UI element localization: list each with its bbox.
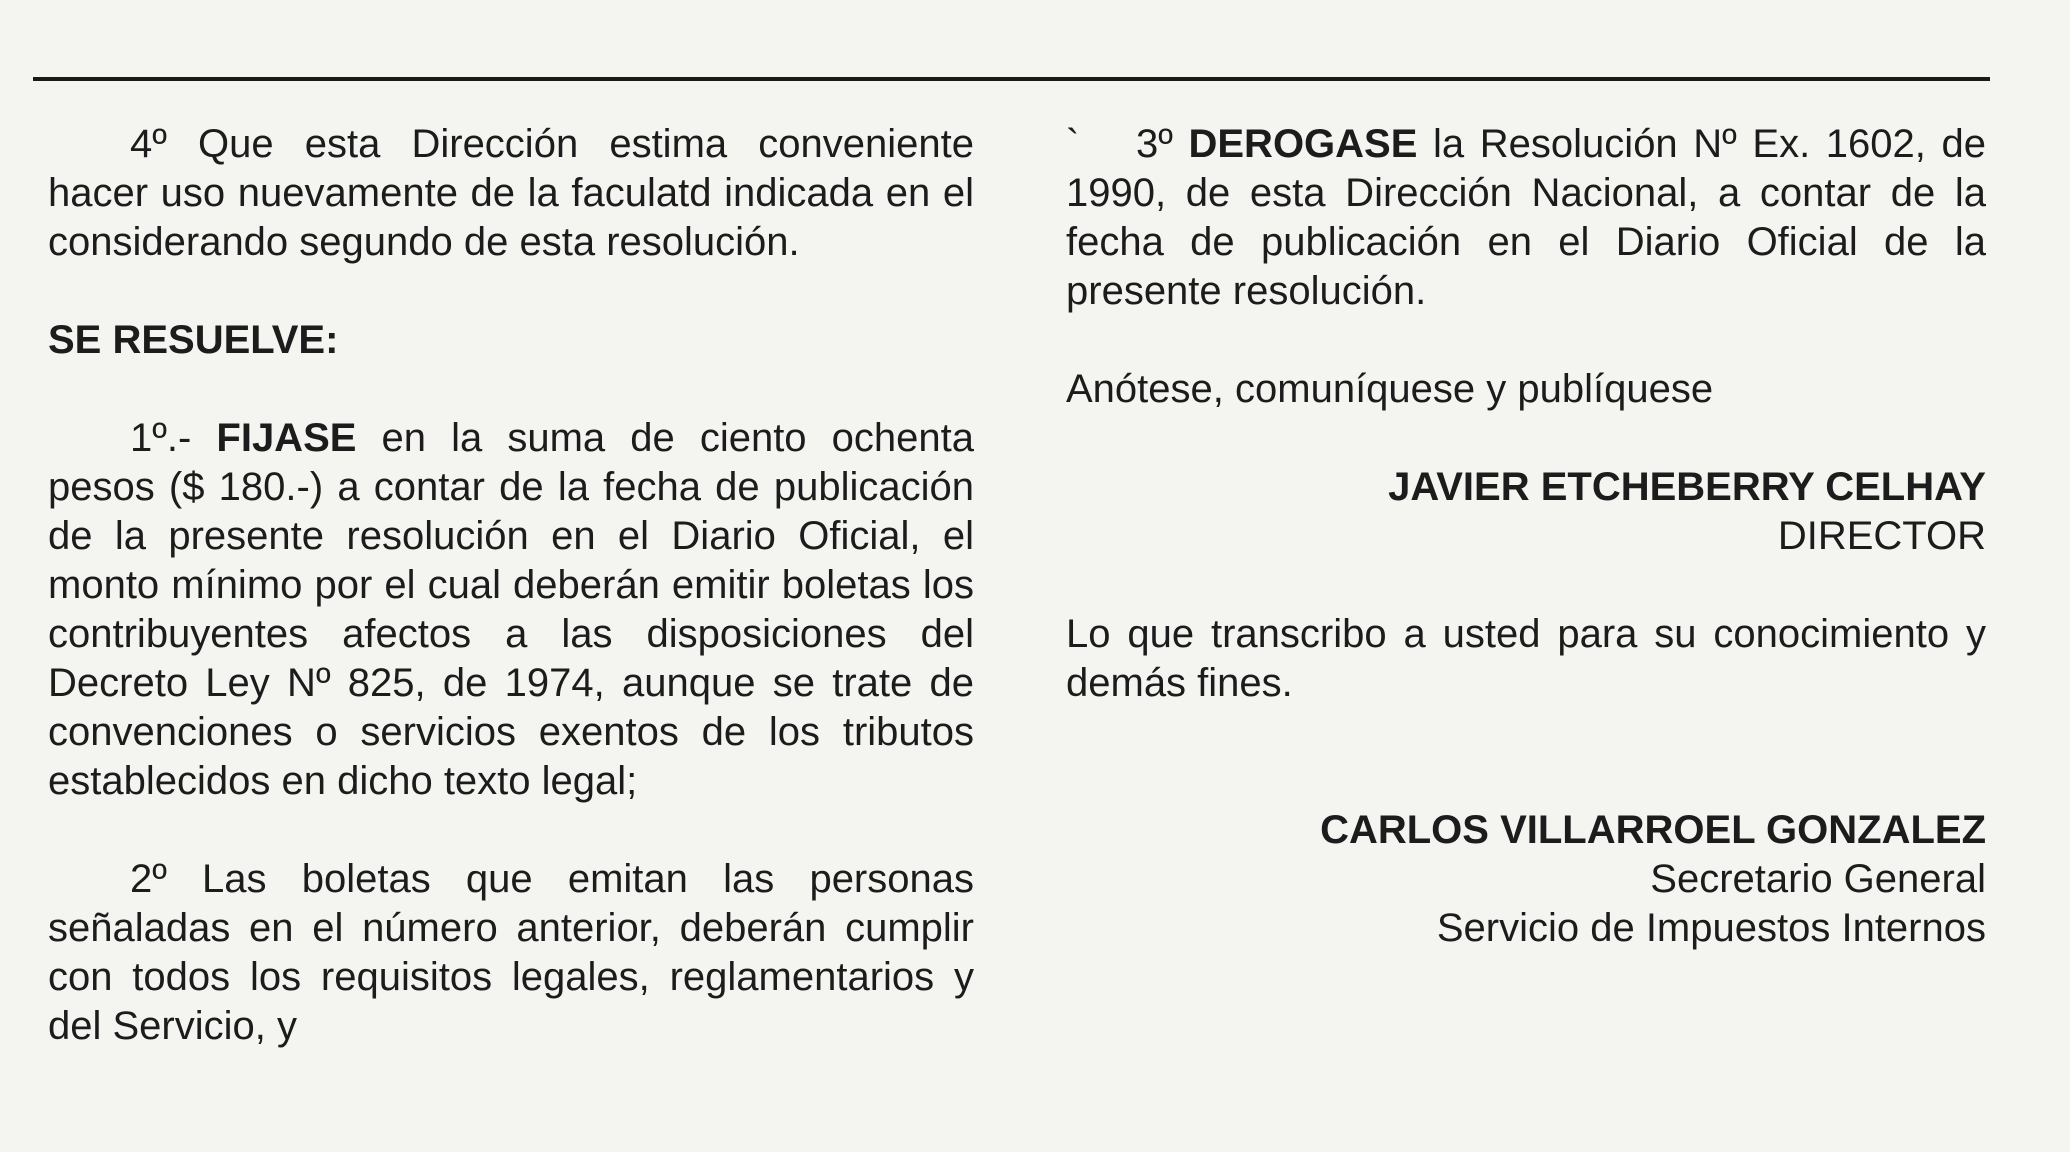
paragraph-4: 4º Que esta Dirección estima conveniente hacer uso nuevamente de la faculatd indicada en el considerando segundo de esta resolución.: [48, 122, 974, 264]
paragraph-1-text: en la suma de ciento ochenta pesos ($ 180.-) a contar de la fecha de publicación de la presente resolución en el Diario Oficial, el monto mínimo por el cual deberán emitir boletas los contribuyentes afectos a las disposiciones del Decreto Ley Nº 825, de 1974, aunque se trate de convenciones o servicios exentos de los tributos establecidos en dicho texto legal;: [48, 416, 974, 803]
signer-2-title: Secretario General: [1650, 857, 1986, 901]
paragraph-1-keyword: FIJASE: [216, 416, 357, 460]
right-column: [1066, 120, 1986, 953]
paragraph-3: [1066, 120, 1986, 316]
paragraph-1: [48, 414, 974, 806]
left-column: [48, 120, 974, 1051]
closing-line: Anótese, comuníquese y publíquese: [1066, 367, 1714, 411]
top-rule: [33, 77, 1990, 81]
signer-1-title: DIRECTOR: [1777, 514, 1986, 558]
stray-mark: `: [1066, 122, 1080, 166]
paragraph-3-keyword: DEROGASE: [1188, 122, 1418, 166]
transcription-note: Lo que transcribo a usted para su conocimiento y demás fines.: [1066, 612, 1986, 705]
signer-2-name: CARLOS VILLARROEL GONZALEZ: [1320, 808, 1986, 852]
signer-2-organization: Servicio de Impuestos Internos: [1436, 906, 1986, 950]
paragraph-3-number: 3º: [1136, 122, 1173, 166]
paragraph-1-number: 1º.-: [130, 416, 192, 460]
signer-1-name: JAVIER ETCHEBERRY CELHAY: [1388, 465, 1986, 509]
paragraph-2: 2º Las boletas que emitan las personas señaladas en el número anterior, deberán cumplir con todos los requisitos legales, reglamentarios y del Servicio, y: [48, 857, 974, 1048]
paragraph-3-text: la Resolución Nº Ex. 1602, de 1990, de esta Dirección Nacional, a contar de la fecha de publicación en el Diario Oficial de la presente resolución.: [1066, 122, 1987, 313]
resolution-heading: SE RESUELVE:: [48, 318, 339, 362]
